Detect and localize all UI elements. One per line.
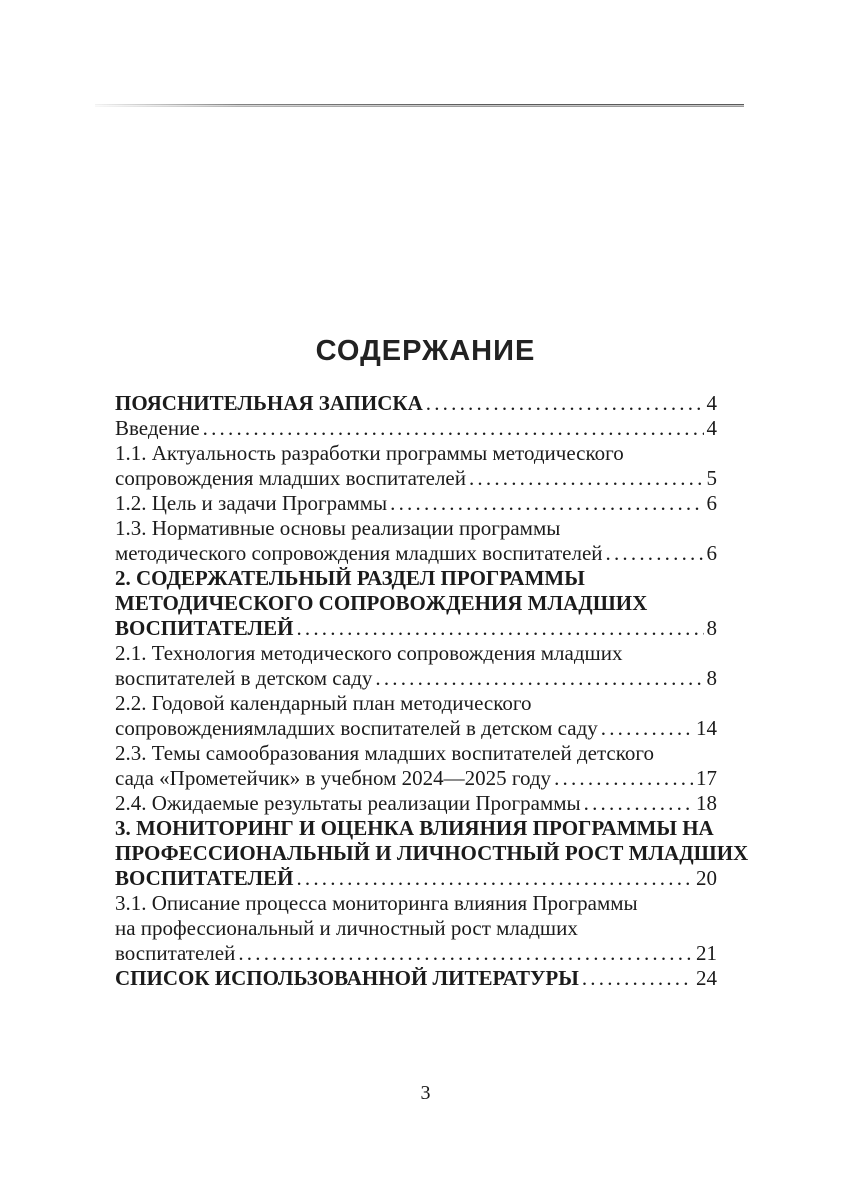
- toc-leader-dots: [203, 416, 704, 441]
- toc-page-number: 5: [706, 466, 717, 490]
- toc-page-number: 6: [706, 541, 717, 565]
- toc-entry: [115, 791, 717, 816]
- toc-entry-line: [115, 791, 717, 816]
- table-of-contents: [115, 391, 749, 991]
- toc-entry: [115, 891, 717, 966]
- toc-entry-text: сопровождениямладших воспитателей в детском саду: [115, 716, 598, 740]
- toc-leader-dots: [426, 391, 704, 416]
- toc-page-number: 4: [706, 416, 717, 440]
- toc-entry: [115, 691, 717, 741]
- toc-page-number: 21: [696, 941, 717, 965]
- toc-entry-line: [115, 841, 749, 866]
- toc-entry-text: ВОСПИТАТЕЛЕЙ: [115, 866, 294, 890]
- toc-leader-dots: [469, 466, 704, 491]
- toc-entry: [115, 491, 717, 516]
- toc-entry-text: 3. МОНИТОРИНГ И ОЦЕНКА ВЛИЯНИЯ ПРОГРАММЫ НА: [115, 816, 714, 840]
- toc-entry-line: [115, 441, 717, 466]
- toc-entry: [115, 966, 717, 991]
- toc-entry-line: [115, 691, 717, 716]
- toc-entry-line: [115, 891, 717, 916]
- toc-entry-text: 1.1. Актуальность разработки программы методического: [115, 441, 624, 465]
- toc-leader-dots: [296, 866, 693, 891]
- toc-leader-dots: [554, 766, 693, 791]
- toc-entry-line: [115, 816, 717, 841]
- toc-entry-text: воспитателей в детском саду: [115, 666, 373, 690]
- toc-entry-text: методического сопровождения младших воспитателей: [115, 541, 603, 565]
- toc-leader-dots: [601, 716, 693, 741]
- toc-leader-dots: [390, 491, 703, 516]
- toc-entry: [115, 741, 717, 791]
- toc-leader-dots: [375, 666, 703, 691]
- toc-entry-line: [115, 616, 717, 641]
- toc-page-number: 8: [706, 666, 717, 690]
- toc-entry: [115, 641, 717, 691]
- toc-entry: [115, 441, 717, 491]
- toc-entry: [115, 816, 749, 891]
- toc-leader-dots: [606, 541, 704, 566]
- toc-entry-text: СПИСОК ИСПОЛЬЗОВАННОЙ ЛИТЕРАТУРЫ: [115, 966, 579, 990]
- toc-entry-text: Введение: [115, 416, 200, 440]
- toc-entry-text: 2.2. Годовой календарный план методического: [115, 691, 532, 715]
- toc-entry-line: [115, 391, 717, 416]
- toc-entry: [115, 516, 717, 566]
- toc-entry-text: ВОСПИТАТЕЛЕЙ: [115, 616, 294, 640]
- toc-entry: [115, 391, 717, 416]
- toc-entry-text: МЕТОДИЧЕСКОГО СОПРОВОЖДЕНИЯ МЛАДШИХ: [115, 591, 648, 615]
- toc-leader-dots: [296, 616, 703, 641]
- toc-page-number: 24: [696, 966, 717, 990]
- page-title: СОДЕРЖАНИЕ: [315, 335, 536, 367]
- toc-entry-text: сопровождения младших воспитателей: [115, 466, 466, 490]
- toc-entry-line: [115, 491, 717, 516]
- toc-entry-line: [115, 916, 717, 941]
- toc-entry-line: [115, 541, 717, 566]
- toc-entry-line: [115, 966, 717, 991]
- toc-entry-text: на профессиональный и личностный рост младших: [115, 916, 578, 940]
- toc-entry-line: [115, 416, 717, 441]
- toc-entry-text: сада «Прометейчик» в учебном 2024—2025 году: [115, 766, 552, 790]
- toc-entry-line: [115, 766, 717, 791]
- toc-entry-line: [115, 716, 717, 741]
- toc-page-number: 18: [696, 791, 717, 815]
- toc-page-number: 20: [696, 866, 717, 890]
- toc-entry-text: 2.3. Темы самообразования младших воспитателей детского: [115, 741, 654, 765]
- toc-leader-dots: [584, 791, 693, 816]
- toc-entry-line: [115, 641, 717, 666]
- toc-entry-text: ПОЯСНИТЕЛЬНАЯ ЗАПИСКА: [115, 391, 423, 415]
- toc-leader-dots: [238, 941, 693, 966]
- toc-entry-text: 1.3. Нормативные основы реализации программы: [115, 516, 561, 540]
- toc-entry-line: [115, 591, 717, 616]
- toc-entry-line: [115, 466, 717, 491]
- header-rule: [95, 104, 744, 107]
- toc-entry-text: 3.1. Описание процесса мониторинга влияния Программы: [115, 891, 638, 915]
- toc-entry-text: 2. СОДЕРЖАТЕЛЬНЫЙ РАЗДЕЛ ПРОГРАММЫ: [115, 566, 585, 590]
- toc-entry-text: воспитателей: [115, 941, 236, 965]
- toc-entry-line: [115, 516, 717, 541]
- toc-entry-text: 2.4. Ожидаемые результаты реализации Программы: [115, 791, 581, 815]
- toc-page-number: 8: [706, 616, 717, 640]
- toc-entry-line: [115, 741, 717, 766]
- toc-entry-line: [115, 941, 717, 966]
- toc-page-number: 14: [696, 716, 717, 740]
- toc-leader-dots: [582, 966, 693, 991]
- toc-entry-text: 1.2. Цель и задачи Программы: [115, 491, 388, 515]
- toc-entry-line: [115, 866, 717, 891]
- toc-entry-text: ПРОФЕССИОНАЛЬНЫЙ И ЛИЧНОСТНЫЙ РОСТ МЛАДШИХ: [115, 841, 749, 865]
- toc-entry-line: [115, 566, 717, 591]
- toc-entry: [115, 416, 717, 441]
- toc-page-number: 17: [696, 766, 717, 790]
- toc-page-number: 4: [706, 391, 717, 415]
- toc-page-number: 6: [706, 491, 717, 515]
- toc-entry: [115, 566, 717, 641]
- page-number: 3: [420, 1082, 431, 1104]
- toc-entry-text: 2.1. Технология методического сопровождения младших: [115, 641, 623, 665]
- toc-entry-line: [115, 666, 717, 691]
